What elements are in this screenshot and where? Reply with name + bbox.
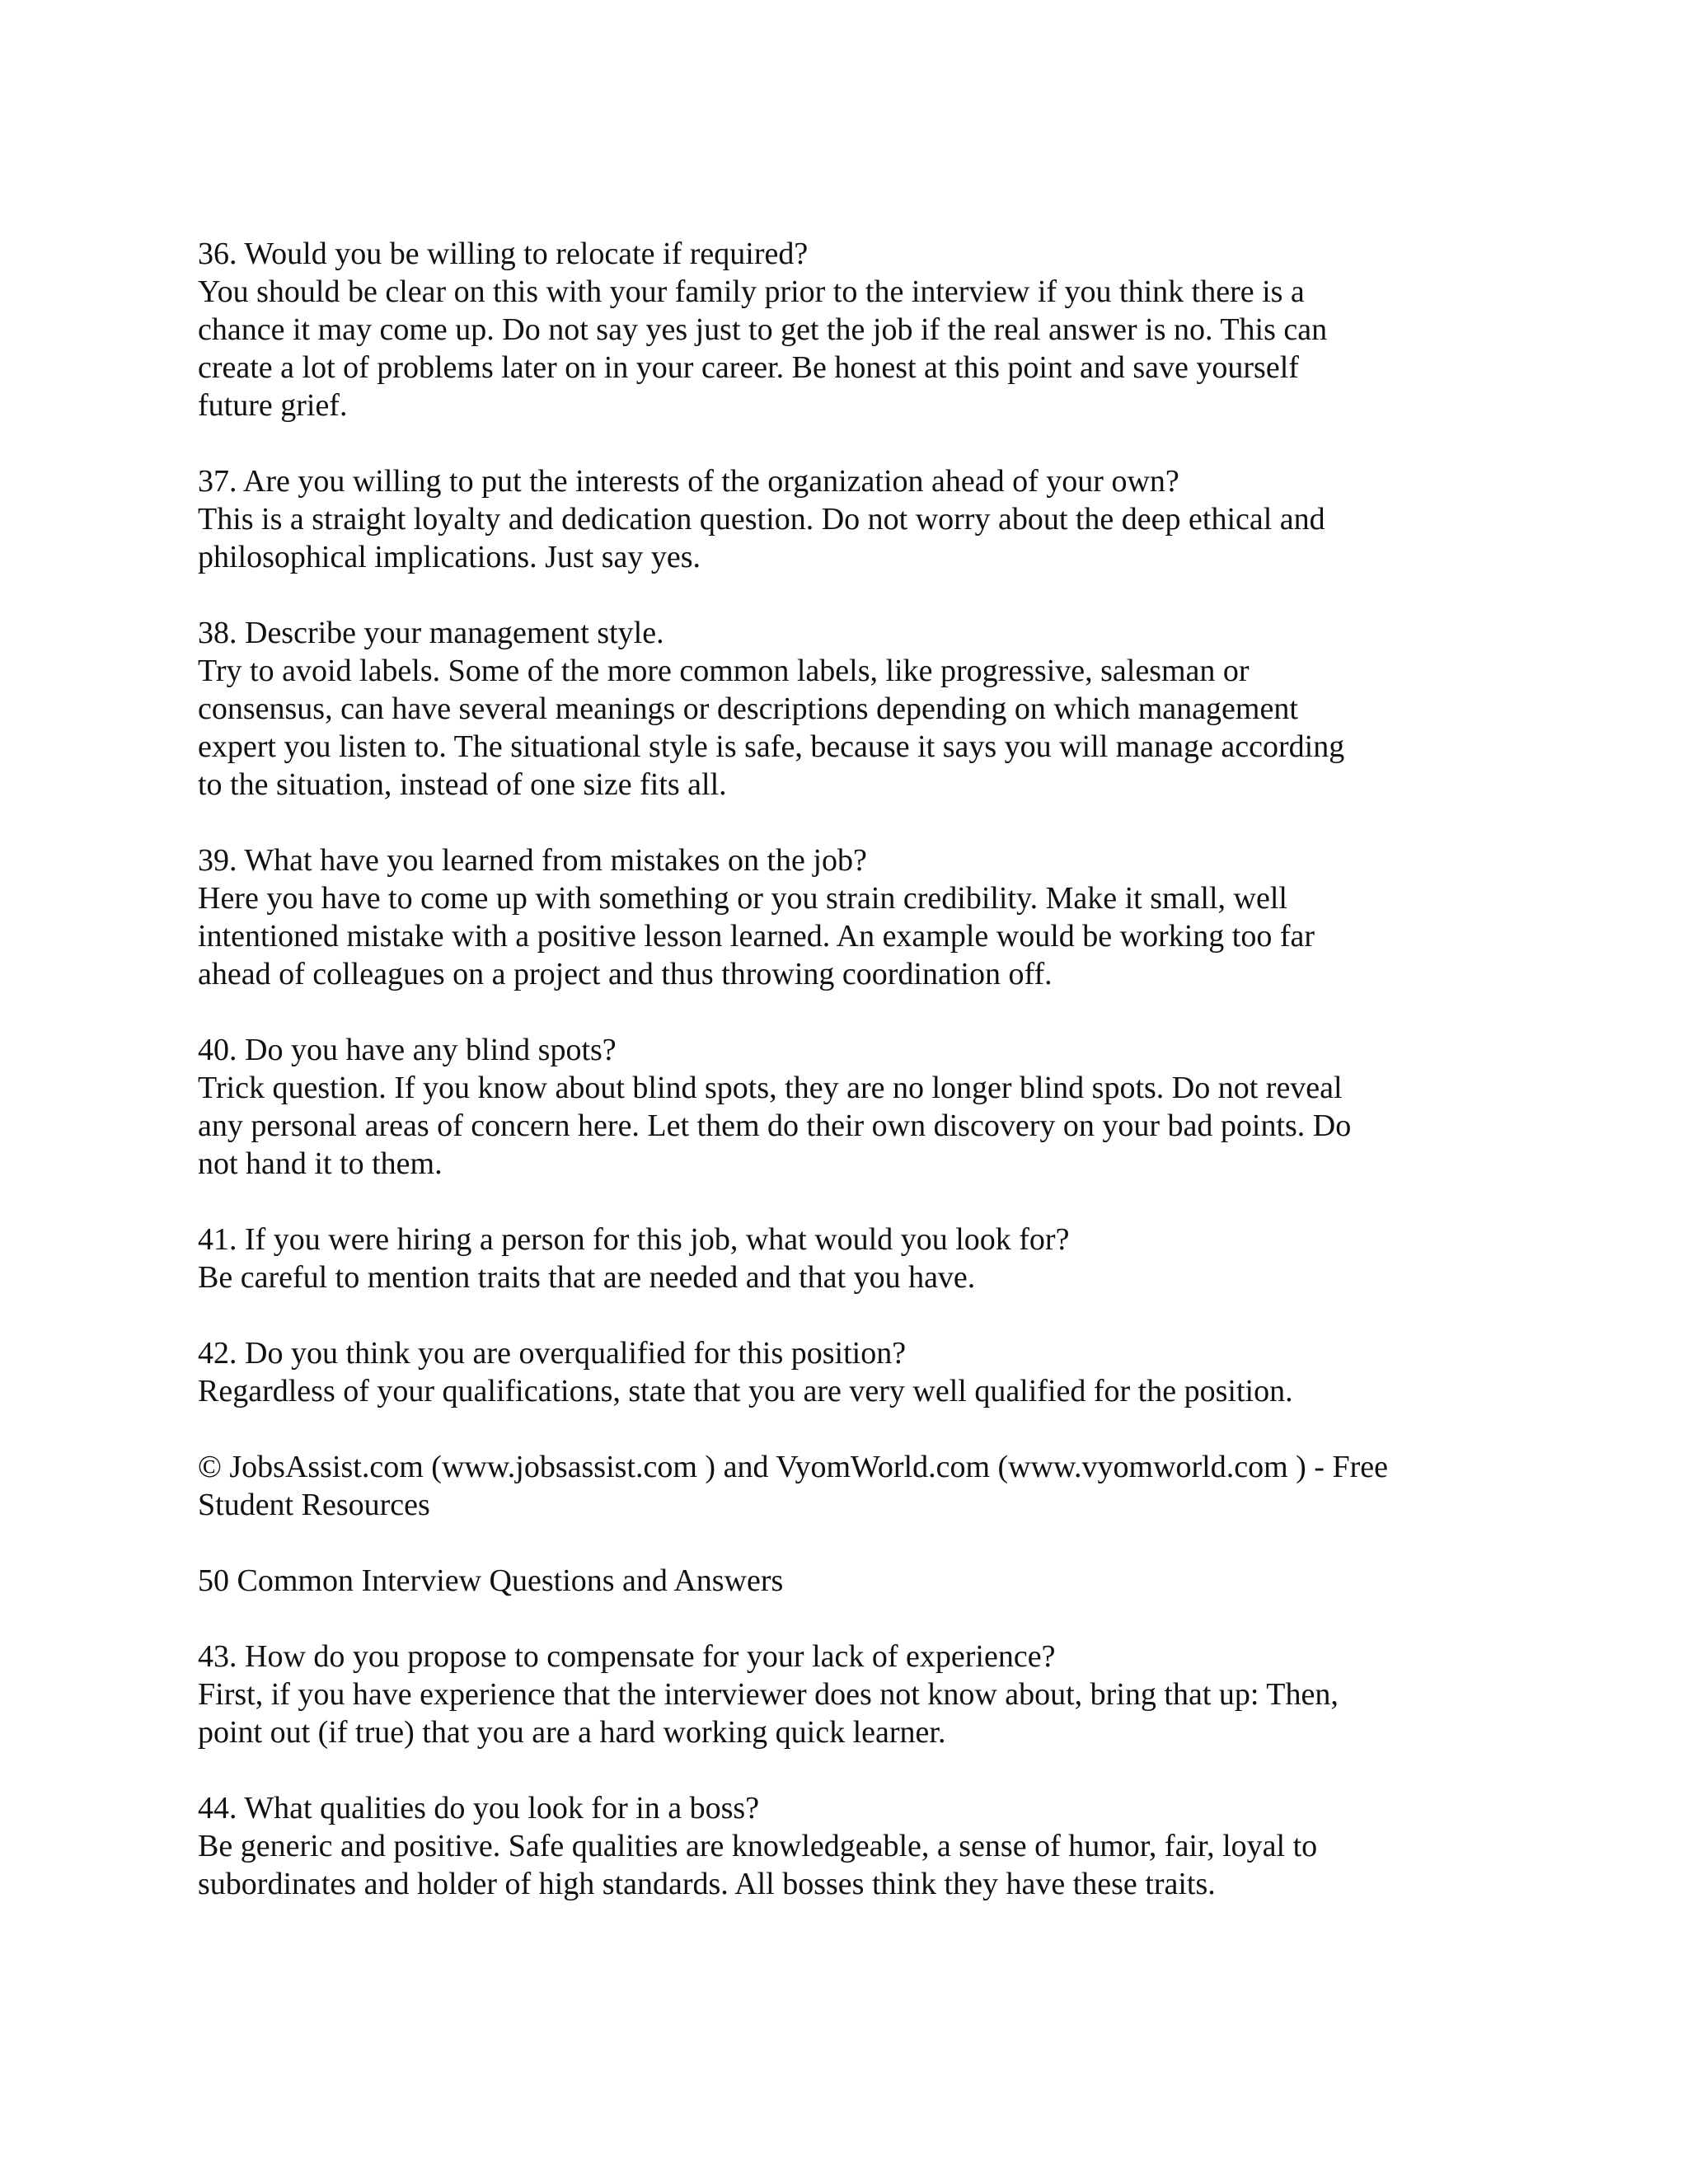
question-text: 43. How do you propose to compensate for your lack of experience? [198,1639,1056,1674]
qa-item-37 [198,462,1484,576]
question-text: 42. Do you think you are overqualified for this position? [198,1336,907,1371]
document-title [198,1562,1484,1600]
answer-line: any personal areas of concern here. Let them do their own discovery on your bad points. Do [198,1108,1352,1143]
answer-line: not hand it to them. [198,1146,443,1181]
question-text: 44. What qualities do you look for in a boss? [198,1791,760,1825]
answer-line: chance it may come up. Do not say yes just to get the job if the real answer is no. This can [198,312,1328,347]
answer-line: Regardless of your qualifications, state that you are very well qualified for the position. [198,1374,1293,1408]
answer-line: philosophical implications. Just say yes. [198,540,701,574]
qa-item-38 [198,614,1484,804]
answer-line: create a lot of problems later on in your career. Be honest at this point and save yourself [198,350,1299,385]
answer-line: intentioned mistake with a positive lesson learned. An example would be working too far [198,919,1315,954]
question-text: 37. Are you willing to put the interests of the organization ahead of your own? [198,464,1179,499]
question-text: 40. Do you have any blind spots? [198,1033,617,1067]
answer-line: You should be clear on this with your family prior to the interview if you think there is a [198,274,1305,309]
question-text: 36. Would you be willing to relocate if required? [198,237,809,271]
copyright-notice [198,1448,1484,1524]
qa-item-41 [198,1221,1484,1296]
answer-line: Trick question. If you know about blind spots, they are no longer blind spots. Do not reveal [198,1071,1343,1105]
document-page [198,235,1484,1941]
question-text: 39. What have you learned from mistakes on the job? [198,843,867,878]
answer-line: Here you have to come up with something or you strain credibility. Make it small, well [198,881,1287,916]
answer-line: expert you listen to. The situational style is safe, because it says you will manage according [198,729,1345,764]
answer-line: Be generic and positive. Safe qualities are knowledgeable, a sense of humor, fair, loyal to [198,1829,1318,1863]
copyright-line: Student Resources [198,1488,430,1522]
copyright-line: © JobsAssist.com (www.jobsassist.com ) and VyomWorld.com (www.vyomworld.com ) - Free [198,1450,1388,1484]
answer-line: Be careful to mention traits that are needed and that you have. [198,1260,976,1295]
question-text: 38. Describe your management style. [198,616,664,650]
qa-item-42 [198,1334,1484,1410]
question-text: 41. If you were hiring a person for this job, what would you look for? [198,1222,1070,1257]
answer-line: consensus, can have several meanings or descriptions depending on which management [198,691,1298,726]
qa-item-43 [198,1638,1484,1751]
document-title-text: 50 Common Interview Questions and Answers [198,1563,784,1598]
answer-line: point out (if true) that you are a hard working quick learner. [198,1715,946,1750]
qa-item-40 [198,1031,1484,1183]
answer-line: First, if you have experience that the interviewer does not know about, bring that up: Then, [198,1677,1339,1712]
qa-item-39 [198,841,1484,993]
answer-line: future grief. [198,388,348,423]
answer-line: subordinates and holder of high standards. All bosses think they have these traits. [198,1867,1216,1901]
answer-line: Try to avoid labels. Some of the more common labels, like progressive, salesman or [198,654,1250,688]
answer-line: This is a straight loyalty and dedication question. Do not worry about the deep ethical and [198,502,1325,537]
answer-line: ahead of colleagues on a project and thus throwing coordination off. [198,957,1053,991]
qa-item-36 [198,235,1484,424]
answer-line: to the situation, instead of one size fits all. [198,767,727,802]
qa-item-44 [198,1789,1484,1903]
